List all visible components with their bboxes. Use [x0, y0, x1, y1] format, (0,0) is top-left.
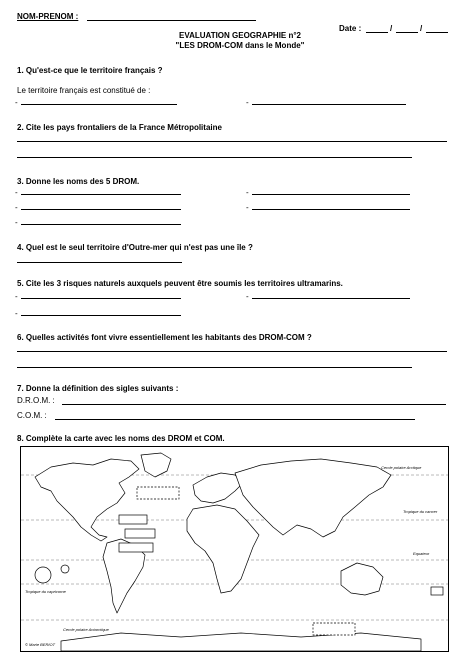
antarctic-circle-label: Cercle polaire Antarctique: [63, 627, 109, 632]
answer-dash: -: [15, 203, 18, 212]
answer-line[interactable]: [252, 194, 410, 195]
map-answer-box-dashed[interactable]: [137, 487, 179, 499]
answer-line[interactable]: [21, 209, 181, 210]
map-answer-box[interactable]: [119, 543, 153, 552]
equator-label: Equateur: [413, 551, 430, 556]
date-day-line[interactable]: [366, 32, 388, 33]
answer-line[interactable]: [21, 315, 181, 316]
drom-label: D.R.O.M. :: [17, 396, 55, 405]
answer-line[interactable]: [17, 157, 412, 158]
answer-dash: -: [246, 188, 249, 197]
answer-line[interactable]: [21, 194, 181, 195]
pacific-circle-marker: [35, 567, 51, 583]
date-year-line[interactable]: [426, 32, 448, 33]
tropic-cancer-label: Tropique du cancer: [403, 509, 438, 514]
answer-dash: -: [246, 203, 249, 212]
question-2: 2. Cite les pays frontaliers de la France Métropolitaine: [17, 123, 222, 132]
com-label: C.O.M. :: [17, 411, 47, 420]
arctic-circle-label: Cercle polaire Arctique: [381, 465, 422, 470]
copyright-label: © Marie BERIOT: [25, 642, 56, 647]
name-label: NOM-PRENOM :: [17, 12, 79, 21]
answer-line[interactable]: [252, 298, 410, 299]
greenland-outline: [141, 453, 171, 477]
answer-line[interactable]: [17, 367, 412, 368]
date-separator: /: [390, 24, 393, 33]
answer-line[interactable]: [17, 262, 182, 263]
question-8: 8. Complète la carte avec les noms des DROM et COM.: [17, 434, 225, 443]
question-4: 4. Quel est le seul territoire d'Outre-mer qui n'est pas une île ?: [17, 243, 253, 252]
answer-dash: -: [15, 292, 18, 301]
island-marker: [61, 565, 69, 573]
date-separator: /: [420, 24, 423, 33]
page-title: EVALUATION GEOGRAPHIE n°2: [178, 31, 302, 40]
answer-line[interactable]: [252, 104, 406, 105]
map-answer-box-dashed[interactable]: [313, 623, 355, 635]
map-answer-box[interactable]: [119, 515, 147, 524]
drom-definition-line[interactable]: [62, 404, 446, 405]
question-6: 6. Quelles activités font vivre essentiellement les habitants des DROM-COM ?: [17, 333, 312, 342]
date-label: Date :: [339, 24, 362, 33]
answer-line[interactable]: [17, 141, 447, 142]
question-1-prompt: Le territoire français est constitué de :: [17, 86, 151, 95]
name-answer-line[interactable]: [87, 20, 256, 21]
tropic-capricorn-label: Tropique du capricorne: [25, 589, 66, 594]
answer-line[interactable]: [17, 351, 447, 352]
com-definition-line[interactable]: [55, 419, 415, 420]
africa-outline: [187, 505, 259, 593]
north-america-outline: [35, 459, 139, 541]
answer-dash: -: [246, 98, 249, 107]
answer-line[interactable]: [21, 298, 181, 299]
europe-outline: [193, 473, 243, 503]
answer-line[interactable]: [21, 224, 181, 225]
answer-dash: -: [15, 98, 18, 107]
question-5: 5. Cite les 3 risques naturels auxquels peuvent être soumis les territoires ultramarins.: [17, 279, 343, 288]
map-answer-box[interactable]: [431, 587, 443, 595]
answer-dash: -: [246, 292, 249, 301]
question-7: 7. Donne la définition des sigles suivants :: [17, 384, 179, 393]
answer-dash: -: [15, 218, 18, 227]
answer-line[interactable]: [252, 209, 410, 210]
answer-dash: -: [15, 188, 18, 197]
australia-outline: [341, 563, 383, 595]
page-subtitle: "LES DROM-COM dans le Monde": [175, 41, 305, 50]
world-map: [20, 446, 449, 652]
antarctica-outline: [61, 633, 421, 651]
map-answer-box[interactable]: [125, 529, 155, 538]
question-1: 1. Qu'est-ce que le territoire français ?: [17, 66, 163, 75]
question-3: 3. Donne les noms des 5 DROM.: [17, 177, 140, 186]
asia-outline: [235, 459, 391, 537]
answer-line[interactable]: [21, 104, 177, 105]
answer-dash: -: [15, 309, 18, 318]
date-month-line[interactable]: [396, 32, 418, 33]
